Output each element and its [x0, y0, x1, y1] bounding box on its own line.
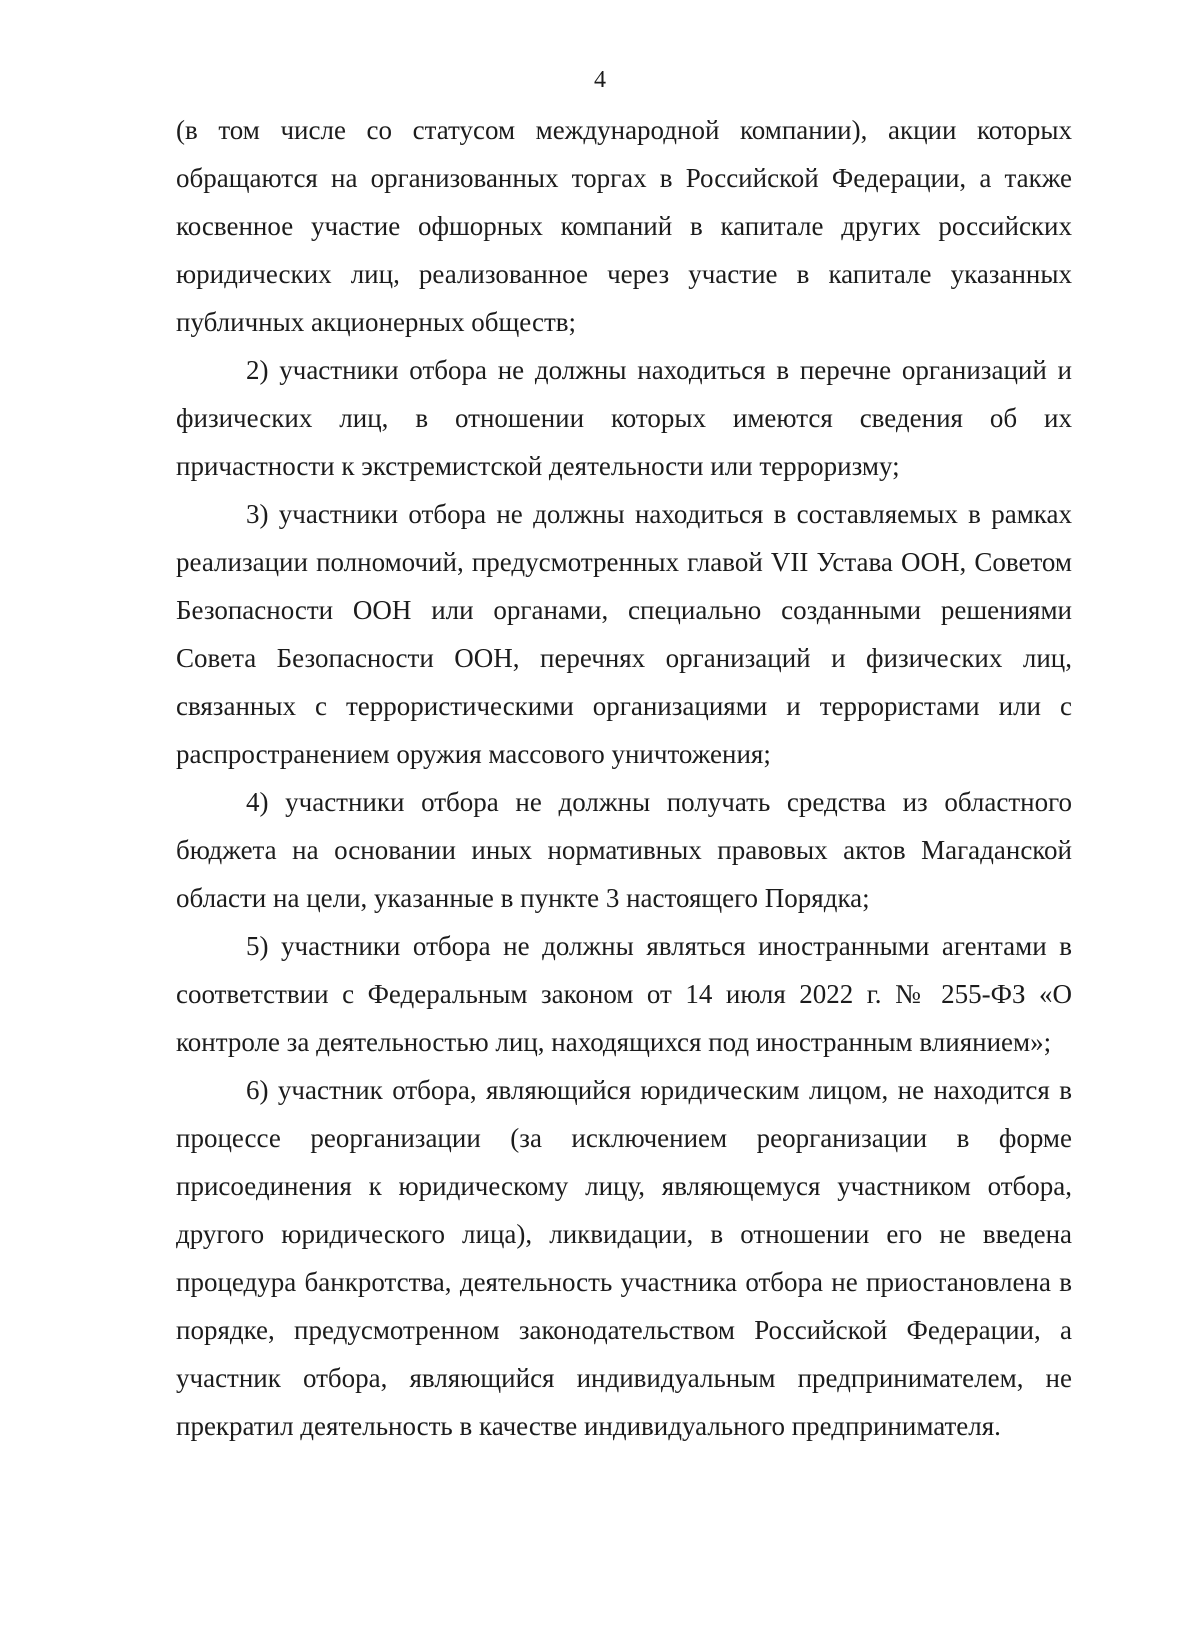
paragraph-item-4: 4) участники отбора не должны получать средства из областного бюджета на основании иных нормативных правовых актов Магаданской области на цели, указанные в пункте 3 настоящего Порядка; [176, 787, 1072, 913]
paragraph-item-5: 5) участники отбора не должны являться иностранными агентами в соответствии с Федеральным законом от 14 июля 2022 г. № 255-ФЗ «О контроле за деятельностью лиц, находящихся под иностранным влиянием»; [176, 931, 1072, 1057]
paragraph-item-6: 6) участник отбора, являющийся юридическим лицом, не находится в процессе реорганизации (за исключением реорганизации в форме присоединения к юридическому лицу, являющемуся участником отбора, другого юридического лица), ликвидации, в отношении его не введена процедура банкротства, деятельность участника отбора не приостановлена в порядке, предусмотренном законодательством Российской Федерации, а участник отбора, являющийся индивидуальным предпринимателем, не прекратил деятельность в качестве индивидуального предпринимателя. [176, 1075, 1072, 1441]
page-number: 4 [594, 67, 606, 93]
paragraph-item-2: 2) участники отбора не должны находиться в перечне организаций и физических лиц, в отношении которых имеются сведения об их причастности к экстремистской деятельности или терроризму; [176, 355, 1072, 481]
paragraph-item-3: 3) участники отбора не должны находиться в составляемых в рамках реализации полномочий, предусмотренных главой VII Устава ООН, Советом Безопасности ООН или органами, специально созданными решениями Совета Безопасности ООН, перечнях организаций и физических лиц, связанных с террористическими организациями и террористами или с распространением оружия массового уничтожения; [176, 499, 1072, 769]
document-body [176, 106, 1072, 1450]
paragraph-continuation: (в том числе со статусом международной компании), акции которых обращаются на организованных торгах в Российской Федерации, а также косвенное участие офшорных компаний в капитале других российских юридических лиц, реализованное через участие в капитале указанных публичных акционерных обществ; [176, 115, 1072, 337]
